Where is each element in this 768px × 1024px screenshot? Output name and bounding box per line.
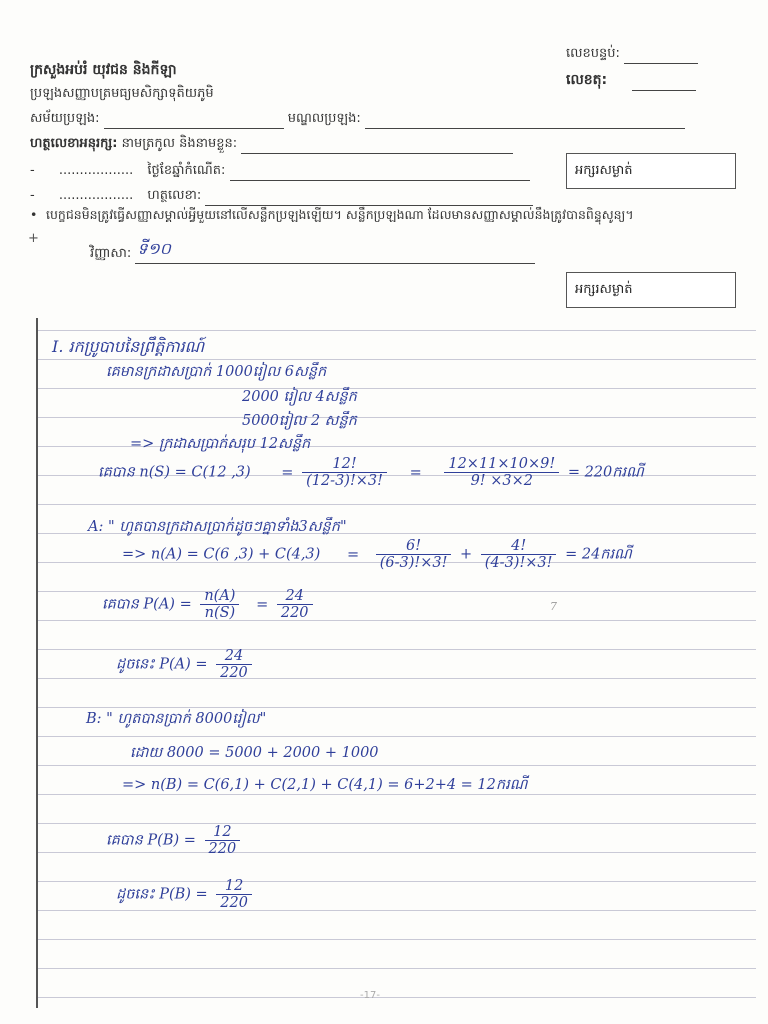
dob-label: ថ្ងៃខែឆ្នាំកំណើត:	[147, 163, 226, 178]
signature-line[interactable]	[205, 193, 533, 206]
pa-fraction-1-num: n(A)	[200, 588, 239, 605]
page-number: -17-	[360, 990, 380, 1001]
answer-line-3: 2000 រៀល 4សន្លឹក	[242, 389, 357, 405]
pa-fraction-2-den: 220	[280, 605, 309, 621]
scribble-mark: +	[28, 231, 39, 246]
answer-line-10	[116, 648, 256, 681]
seat-label: លេខតុ:	[566, 72, 608, 88]
session-line[interactable]	[104, 116, 284, 129]
answer-line-2: គេមានក្រដាសប្រាក់ 1000រៀល 6សន្លឹក	[106, 364, 327, 380]
secret-code-box-2	[566, 272, 736, 308]
stray-mark: 7	[550, 600, 557, 613]
room-label: លេខបន្ទប់:	[566, 46, 620, 61]
dob-line[interactable]	[230, 168, 530, 181]
ruled-line	[36, 736, 756, 737]
answer-line-11: B: " ហូតបានប្រាក់ 8000រៀល"	[86, 711, 267, 727]
subject-line[interactable]	[135, 239, 535, 264]
ruled-line	[36, 997, 756, 998]
answer-paper	[36, 318, 756, 1008]
answer-line-8	[122, 538, 632, 571]
na-result: = 24ករណី	[565, 546, 632, 563]
seat-line[interactable]	[632, 78, 696, 91]
ns-fraction-2-num: 12×11×10×9!	[444, 456, 559, 473]
na-equals: =	[346, 546, 360, 563]
pa-equals: =	[256, 596, 269, 613]
pb-fraction	[205, 824, 241, 857]
signature-label: ហត្ថលេខា:	[147, 188, 202, 203]
dash-1: -	[30, 163, 35, 178]
answer-line-7: A: " ហូតបានក្រដាសប្រាក់ដូចៗគ្នាទាំង3សន្លឹក"	[88, 519, 347, 535]
pb-fraction-den: 220	[208, 841, 237, 857]
subject-label: វិញ្ញាសា:	[90, 246, 132, 261]
dots-1: ..................	[58, 163, 134, 178]
pa-fraction-1	[200, 588, 239, 621]
instruction-text: បេក្ខជនមិនត្រូវធ្វើសញ្ញាសម្គាល់អ្វីមួយនៅលើសន្លឹកប្រឡងឡើយ។ សន្លឹកប្រឡងណា ដែលមានសញ្ញាសម្គាល់នឹងត្រូវបានពិន្ទុសូន្យ។	[45, 207, 634, 222]
ns-result: = 220ករណី	[567, 464, 644, 481]
ruled-line	[36, 417, 756, 418]
pa-final-den: 220	[220, 665, 248, 681]
ns-equals-2: =	[409, 464, 422, 481]
na-fraction-1	[376, 538, 452, 571]
na-fraction-2-den: (4-3)!×3!	[484, 555, 553, 571]
answer-line-13: => n(B) = C(6,1) + C(2,1) + C(4,1) = 6+2+4 = 12ករណី	[122, 777, 528, 793]
room-field	[566, 45, 698, 64]
ns-fraction-1-num: 12!	[302, 456, 387, 473]
session-field	[30, 110, 685, 129]
candidate-field	[30, 135, 513, 154]
ruled-line	[36, 939, 756, 940]
pa-final-num: 24	[216, 648, 252, 665]
na-plus: +	[460, 546, 473, 563]
ns-equals-1: =	[281, 464, 294, 481]
na-fraction-1-den: (6-3)!×3!	[379, 555, 448, 571]
answer-line-14	[106, 824, 244, 857]
secret-code-label-1: អក្សរសម្ងាត់	[575, 163, 633, 178]
pb-final-num: 12	[216, 878, 252, 895]
answer-line-12: ដោយ 8000 = 5000 + 2000 + 1000	[130, 745, 379, 761]
subject-field	[90, 239, 535, 264]
center-label: មណ្ឌលប្រឡង:	[287, 111, 361, 126]
answer-line-15	[116, 878, 256, 911]
answer-line-6	[98, 456, 644, 489]
dob-field	[30, 162, 530, 181]
seat-field	[566, 70, 696, 91]
na-expression: => n(A) = C(6 ,3) + C(4,3)	[122, 546, 321, 563]
secret-code-box-1	[566, 153, 736, 189]
instruction-note	[30, 207, 750, 226]
pa-final-fraction	[216, 648, 252, 681]
na-fraction-1-num: 6!	[376, 538, 452, 555]
ruled-line	[36, 968, 756, 969]
subject-value: ទី១០	[137, 239, 171, 258]
secret-code-label-2: អក្សរសម្ងាត់	[575, 282, 633, 297]
session-label: សម័យប្រឡង:	[30, 111, 100, 126]
pa-fraction-1-den: n(S)	[204, 605, 236, 621]
na-fraction-2-num: 4!	[481, 538, 557, 555]
pa-fraction-2	[277, 588, 313, 621]
pb-final-prefix: ដូចនេះ P(B) =	[116, 886, 208, 903]
ruled-line	[36, 504, 756, 505]
signature-field	[30, 187, 533, 206]
answer-line-1: I. រកប្រូបាបនៃព្រឹត្តិការណ៍	[52, 337, 205, 356]
candidate-section-label: ហត្ថលេខាអនុរក្ស:	[30, 136, 118, 151]
pb-final-fraction	[216, 878, 252, 911]
ruled-line	[36, 765, 756, 766]
ns-fraction-1-den: (12-3)!×3!	[306, 473, 383, 489]
pa-final-prefix: ដូចនេះ P(A) =	[116, 656, 208, 673]
ns-expression: គេបាន n(S) = C(12 ,3)	[98, 464, 251, 481]
center-line[interactable]	[365, 116, 685, 129]
bullet-icon: •	[30, 207, 38, 222]
pb-fraction-num: 12	[205, 824, 241, 841]
ministry-title: ក្រសួងអប់រំ យុវជន និងកីឡា	[30, 62, 177, 78]
ruled-line	[36, 707, 756, 708]
ruled-line	[36, 330, 756, 331]
answer-line-5: => ក្រដាសប្រាក់សរុប 12សន្លឹក	[130, 436, 311, 452]
ns-fraction-2-den: 9! ×3×2	[470, 473, 533, 489]
answer-line-9	[102, 588, 317, 621]
ns-fraction-1	[302, 456, 387, 489]
ns-fraction-2	[444, 456, 559, 489]
dash-2: -	[30, 188, 35, 203]
name-label: នាមត្រកូល និងនាមខ្លួន:	[121, 136, 238, 151]
na-fraction-2	[481, 538, 557, 571]
pb-final-den: 220	[220, 895, 248, 911]
dots-2: ..................	[58, 188, 134, 203]
margin-rule	[36, 318, 38, 1008]
name-line[interactable]	[241, 141, 513, 154]
room-line[interactable]	[624, 51, 698, 64]
exam-title: ប្រឡងសញ្ញាបត្រមធ្យមសិក្សាទុតិយភូមិ	[30, 86, 214, 101]
pa-prefix: គេបាន P(A) =	[102, 596, 192, 613]
answer-line-4: 5000រៀល 2 សន្លឹក	[242, 413, 357, 429]
pb-prefix: គេបាន P(B) =	[106, 832, 196, 849]
ruled-line	[36, 388, 756, 389]
pa-fraction-2-num: 24	[277, 588, 313, 605]
